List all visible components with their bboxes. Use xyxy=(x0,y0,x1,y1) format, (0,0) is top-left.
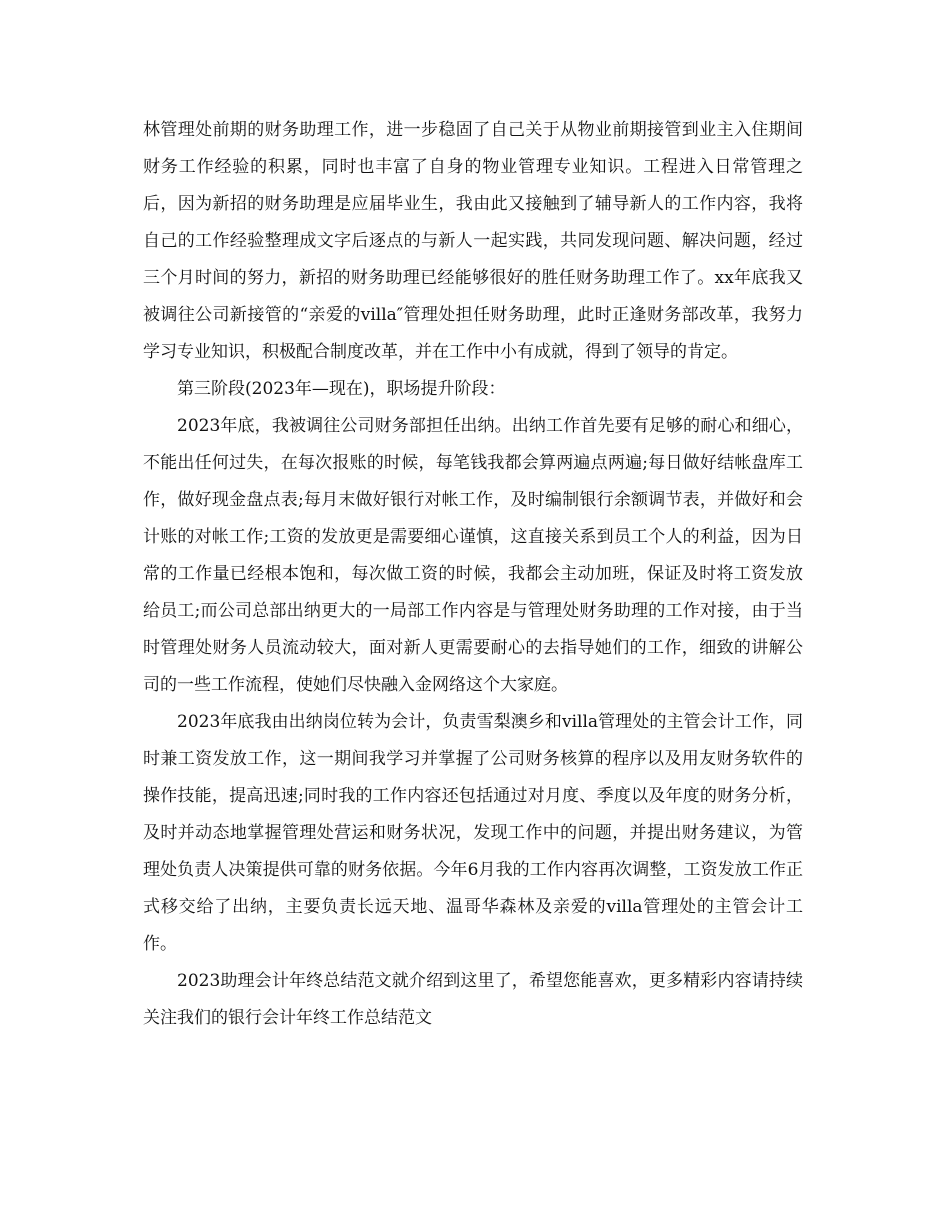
paragraph-closing: 2023助理会计年终总结范文就介绍到这里了，希望您能喜欢，更多精彩内容请持续关注我们的银行会计年终工作总结范文 xyxy=(143,971,803,1028)
paragraph-accountant-work: 2023年底我由出纳岗位转为会计，负责雪梨澳乡和villa管理处的主管会计工作，同时兼工资发放工作，这一期间我学习并掌握了公司财务核算的程序以及用友财务软件的操作技能，提高迅速;同时我的工作内容还包括通过对月度、季度以及年度的财务分析，及时并动态地掌握管理处营运和财务状况，发现工作中的问题，并提出财务建议，为管理处负责人决策提供可靠的财务依据。今年6月我的工作内容再次调整，工资发放工作正式移交给了出纳，主要负责长远天地、温哥华森林及亲爱的villa管理处的主管会计工作。 xyxy=(143,712,803,954)
paragraph-cashier-work: 2023年底，我被调往公司财务部担任出纳。出纳工作首先要有足够的耐心和细心，不能出任何过失，在每次报账的时候，每笔钱我都会算两遍点两遍;每日做好结帐盘库工作，做好现金盘点表;每月末做好银行对帐工作，及时编制银行余额调节表，并做好和会计账的对帐工作;工资的发放更是需要细心谨慎，这直接关系到员工个人的利益，因为日常的工作量已经根本饱和，每次做工资的时候，我都会主动加班，保证及时将工资发放给员工;而公司总部出纳更大的一局部工作内容是与管理处财务助理的工作对接，由于当时管理处财务人员流动较大，面对新人更需要耐心的去指导她们的工作，细致的讲解公司的一些工作流程，使她们尽快融入金网络这个大家庭。 xyxy=(143,416,803,695)
document-page xyxy=(143,112,803,1037)
paragraph-continuation: 林管理处前期的财务助理工作，进一步稳固了自己关于从物业前期接管到业主入住期间财务工作经验的积累，同时也丰富了自身的物业管理专业知识。工程进入日常管理之后，因为新招的财务助理是应届毕业生，我由此又接触到了辅导新人的工作内容，我将自己的工作经验整理成文字后逐点的与新人一起实践，共同发现问题、解决问题，经过三个月时间的努力，新招的财务助理已经能够很好的胜任财务助理工作了。xx年底我又被调往公司新接管的“亲爱的villa″管理处担任财务助理，此时正逢财务部改革，我努力学习专业知识，积极配合制度改革，并在工作中小有成就，得到了领导的肯定。 xyxy=(143,120,803,362)
paragraph-stage-three-heading: 第三阶段(2023年—现在)，职场提升阶段： xyxy=(177,379,506,399)
